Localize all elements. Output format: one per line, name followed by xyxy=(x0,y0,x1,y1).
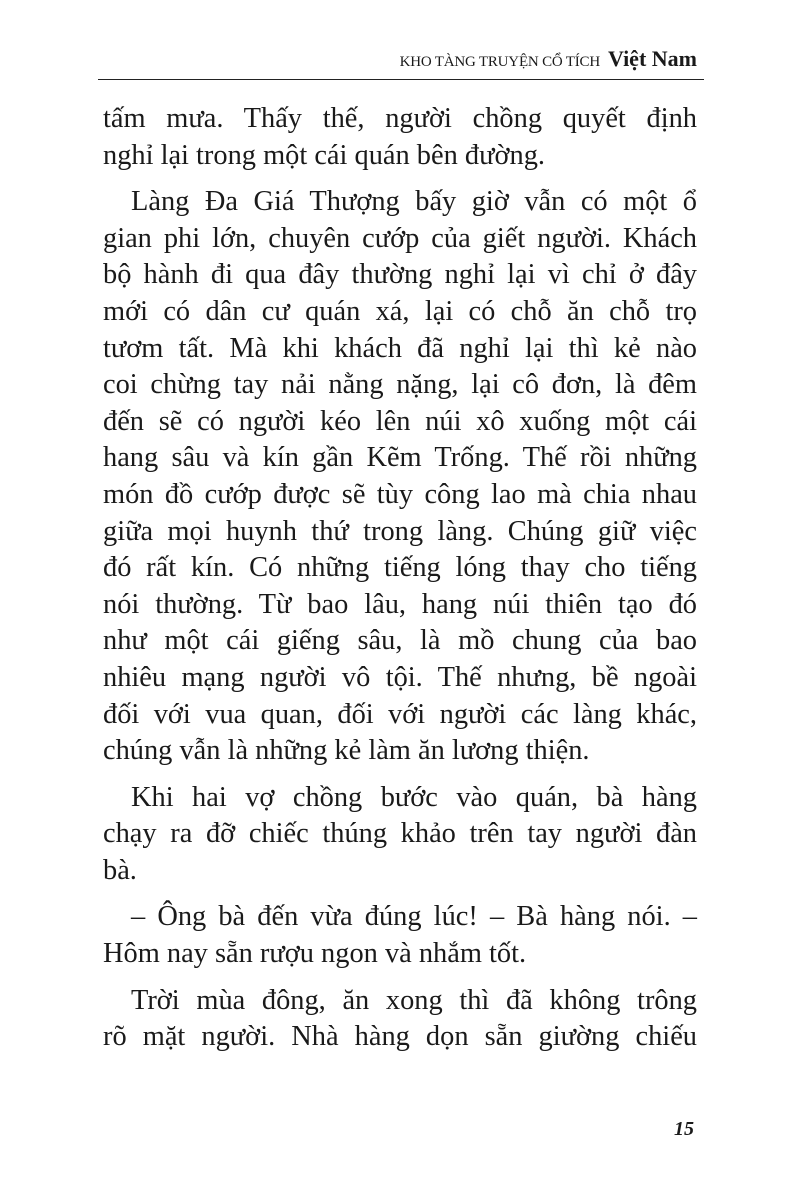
text-line: hang sâu và kín gần Kẽm Trống. Thế rồi những xyxy=(103,442,697,474)
text-line: tươm tất. Mà khi khách đã nghỉ lại thì kẻ nào xyxy=(103,332,697,364)
text-line: bộ hành đi qua đây thường nghỉ lại vì chỉ ở đây xyxy=(103,259,697,291)
text-line: bà. xyxy=(103,854,137,886)
text-line: rõ mặt người. Nhà hàng dọn sẵn giường chiếu xyxy=(103,1021,697,1053)
paragraph-1 xyxy=(103,101,697,174)
series-title: KHO TÀNG TRUYỆN CỔ TÍCH xyxy=(399,54,600,70)
text-line: coi chừng tay nải nằng nặng, lại cô đơn, là đêm xyxy=(103,369,697,401)
text-line: Trời mùa đông, ăn xong thì đã không trông xyxy=(131,984,697,1016)
text-line: Khi hai vợ chồng bước vào quán, bà hàng xyxy=(131,781,697,813)
text-line: gian phi lớn, chuyên cướp của giết người. Khách xyxy=(103,222,697,254)
running-header xyxy=(400,46,697,72)
text-line: món đồ cướp được sẽ tùy công lao mà chia nhau xyxy=(103,478,697,510)
paragraph-2 xyxy=(103,184,697,770)
paragraph-3 xyxy=(103,780,697,890)
text-line: Hôm nay sẵn rượu ngon và nhắm tốt. xyxy=(103,938,527,970)
text-line: mới có dân cư quán xá, lại có chỗ ăn chỗ trọ xyxy=(103,295,697,327)
text-line: nghỉ lại trong một cái quán bên đường. xyxy=(103,139,545,171)
text-line: chạy ra đỡ chiếc thúng khảo trên tay người đàn xyxy=(103,818,697,850)
text-line: đó rất kín. Có những tiếng lóng thay cho tiếng xyxy=(103,552,697,584)
page-number: 15 xyxy=(674,1118,694,1140)
text-line: nhiêu mạng người vô tội. Thế nhưng, bề ngoài xyxy=(103,661,697,693)
paragraph-4 xyxy=(103,899,697,972)
text-line: như một cái giếng sâu, là mồ chung của bao xyxy=(103,625,697,657)
text-line: đối với vua quan, đối với người các làng khác, xyxy=(103,698,697,730)
paragraph-5 xyxy=(103,983,697,1056)
text-line: Làng Đa Giá Thượng bấy giờ vẫn có một ổ xyxy=(131,186,697,218)
text-line: – Ông bà đến vừa đúng lúc! – Bà hàng nói. – xyxy=(131,901,697,933)
text-line: đến sẽ có người kéo lên núi xô xuống một cái xyxy=(103,405,697,437)
header-rule xyxy=(98,79,704,80)
body-text xyxy=(103,101,697,1066)
text-line: giữa mọi huynh thứ trong làng. Chúng giữ việc xyxy=(103,515,697,547)
text-line: tấm mưa. Thấy thế, người chồng quyết định xyxy=(103,103,697,134)
text-line: chúng vẫn là những kẻ làm ăn lương thiện. xyxy=(103,735,590,767)
country-title: Việt Nam xyxy=(608,46,697,71)
text-line: nói thường. Từ bao lâu, hang núi thiên tạo đó xyxy=(103,588,697,620)
